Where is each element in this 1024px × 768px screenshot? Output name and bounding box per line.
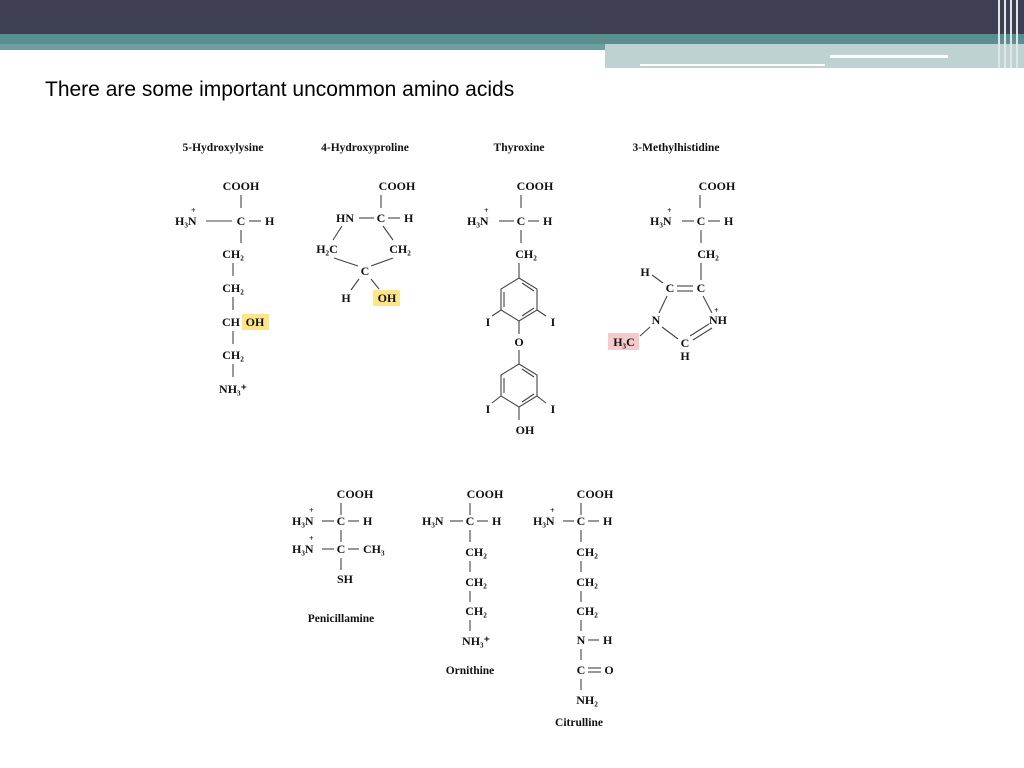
atom-label: C (336, 542, 346, 556)
atom-label: H₃N (650, 214, 672, 228)
atom-label: H₂C (316, 242, 338, 256)
structure-methylhistidine (608, 142, 736, 363)
atom-label: N (651, 313, 661, 327)
atom-label: C (236, 214, 246, 228)
structure-hydroxyproline (316, 142, 416, 306)
atom-label: CH (222, 315, 240, 329)
atom-label: H₃C (613, 335, 635, 349)
atom-label: I (485, 402, 491, 416)
atom-label: H₃N (292, 514, 314, 528)
atom-label: C (576, 514, 586, 528)
charge-label: + (714, 306, 719, 315)
atom-label: N (576, 633, 586, 647)
atom-label: NH₃⁺ (462, 634, 490, 648)
atom-label: CH₂ (465, 575, 487, 589)
atom-label: CH₂ (222, 348, 244, 362)
atom-label: H (404, 211, 414, 225)
atom-label: C (465, 514, 475, 528)
atom-label: COOH (378, 179, 416, 193)
atom-label: H₃N (533, 514, 555, 528)
atom-label: H (603, 633, 613, 647)
atom-label: H₃N (422, 514, 444, 528)
atom-label: CH₂ (465, 604, 487, 618)
atom-label: C (665, 281, 675, 295)
atom-label: CH₂ (222, 247, 244, 261)
atom-label: H (603, 514, 613, 528)
atom-label: C (696, 214, 706, 228)
structure-thyroxine (467, 142, 556, 437)
charge-label: + (191, 206, 196, 215)
atom-label: COOH (698, 179, 736, 193)
compound-name: 5-Hydroxylysine (182, 142, 264, 154)
atom-label: CH₂ (465, 545, 487, 559)
atom-label: CH₂ (576, 575, 598, 589)
atom-label: H (341, 291, 351, 305)
charge-label: + (550, 506, 555, 515)
structure-penicillamine (292, 487, 385, 625)
atom-label: C (576, 663, 586, 677)
structure-ornithine (422, 487, 504, 677)
compound-name: 3-Methylhistidine (632, 142, 720, 154)
atom-label: H₃N (292, 542, 314, 556)
atom-label: H (543, 214, 553, 228)
compound-name: 4-Hydroxyproline (321, 142, 409, 154)
charge-label: + (484, 206, 489, 215)
compound-name: Thyroxine (493, 142, 545, 154)
atom-label: C (376, 211, 386, 225)
compound-name: Ornithine (445, 665, 495, 677)
atom-label: C (696, 281, 706, 295)
atom-label: CH₂ (515, 247, 537, 261)
atom-label: C (516, 214, 526, 228)
atom-label: O (604, 663, 614, 677)
atom-label: OH (245, 315, 265, 329)
atom-label: NH₂ (576, 693, 598, 707)
atom-label: C (336, 514, 346, 528)
atom-label: NH (709, 313, 727, 327)
atom-label: I (550, 402, 556, 416)
benzene-ring (501, 364, 537, 407)
atom-label: H₃N (175, 214, 197, 228)
atom-label: I (550, 315, 556, 329)
atom-label: H (265, 214, 275, 228)
atom-label: H (363, 514, 373, 528)
atom-label: CH₃ (363, 542, 385, 556)
atom-label: CH₂ (576, 604, 598, 618)
compound-name: Citrulline (555, 717, 603, 729)
atom-label: HN (336, 211, 354, 225)
atom-label: COOH (336, 487, 374, 501)
benzene-ring (501, 278, 537, 321)
slide-title: There are some important uncommon amino acids (45, 78, 515, 101)
atom-label: I (485, 315, 491, 329)
atom-label: CH₂ (222, 281, 244, 295)
charge-label: + (309, 534, 314, 543)
atom-label: CH₂ (389, 242, 411, 256)
atom-label: COOH (222, 179, 260, 193)
atom-label: O (514, 335, 524, 349)
structure-citrulline (533, 487, 614, 729)
atom-label: C (680, 336, 690, 350)
atom-label: COOH (576, 487, 614, 501)
atom-label: H (724, 214, 734, 228)
atom-label: H (640, 265, 650, 279)
atom-label: H₃N (467, 214, 489, 228)
atom-label: OH (377, 291, 397, 305)
atom-label: NH₃⁺ (219, 382, 247, 396)
atom-label: CH₂ (697, 247, 719, 261)
atom-label: COOH (466, 487, 504, 501)
atom-label: C (360, 264, 370, 278)
atom-label: SH (336, 572, 354, 586)
charge-label: + (667, 206, 672, 215)
compound-name: Penicillamine (307, 613, 375, 625)
atom-label: H (492, 514, 502, 528)
charge-label: + (309, 506, 314, 515)
atom-label: OH (515, 423, 535, 437)
structure-hydroxylysine (175, 142, 275, 396)
atom-label: CH₂ (576, 545, 598, 559)
atom-label: H (680, 349, 690, 363)
atom-label: COOH (516, 179, 554, 193)
